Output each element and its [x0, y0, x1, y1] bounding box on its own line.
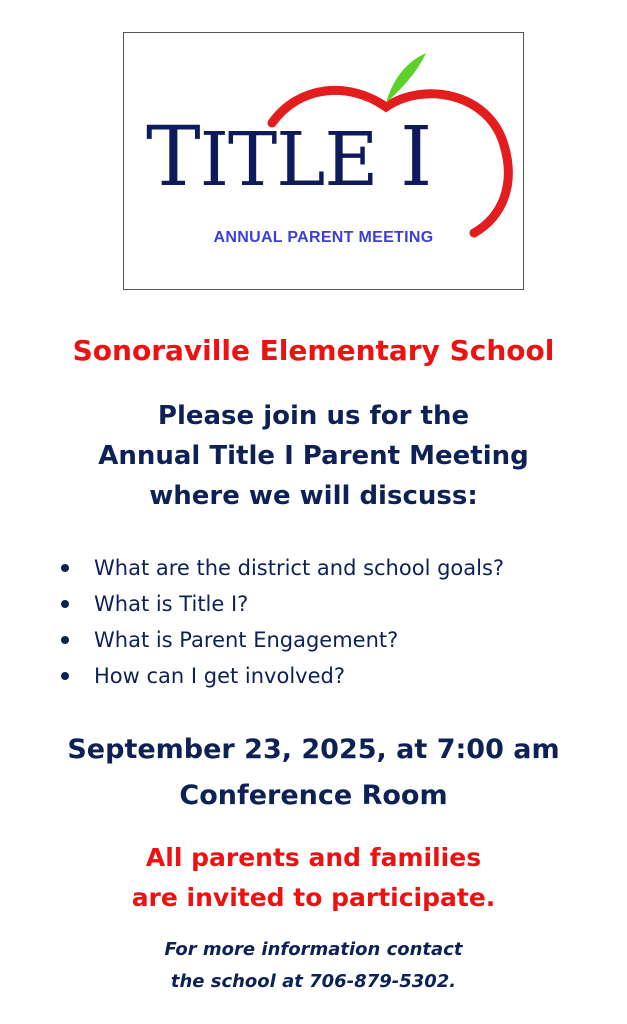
- invite-line-2: Annual Title I Parent Meeting: [98, 441, 529, 471]
- bullet-icon: [61, 600, 69, 608]
- participation-line-1: All parents and families: [145, 843, 482, 872]
- event-datetime: September 23, 2025, at 7:00 am: [67, 734, 560, 765]
- logo-title: TITLE I: [146, 110, 432, 205]
- logo-subtitle: ANNUAL PARENT MEETING: [213, 229, 434, 246]
- invite-line-3: where we will discuss:: [149, 481, 478, 511]
- contact-line-1: For more information contact: [164, 939, 463, 960]
- contact-line-2: the school at 706-879-5302.: [170, 971, 457, 992]
- invite-line-1: Please join us for the: [157, 401, 470, 431]
- invitation-heading: [0, 396, 627, 516]
- contact-info: [0, 934, 627, 998]
- participation-note: [0, 838, 627, 918]
- school-name: Sonoraville Elementary School: [72, 334, 555, 367]
- topic-list: [58, 550, 504, 694]
- event-details: [0, 727, 627, 819]
- list-item: What is Title I?: [58, 586, 504, 622]
- participation-line-2: are invited to participate.: [131, 883, 496, 912]
- bullet-icon: [61, 672, 69, 680]
- event-location: Conference Room: [179, 780, 448, 811]
- list-item: How can I get involved?: [58, 658, 504, 694]
- bullet-icon: [61, 636, 69, 644]
- bullet-icon: [61, 564, 69, 572]
- list-item: What is Parent Engagement?: [58, 622, 504, 658]
- title-i-logo: [123, 32, 524, 290]
- list-item: What are the district and school goals?: [58, 550, 504, 586]
